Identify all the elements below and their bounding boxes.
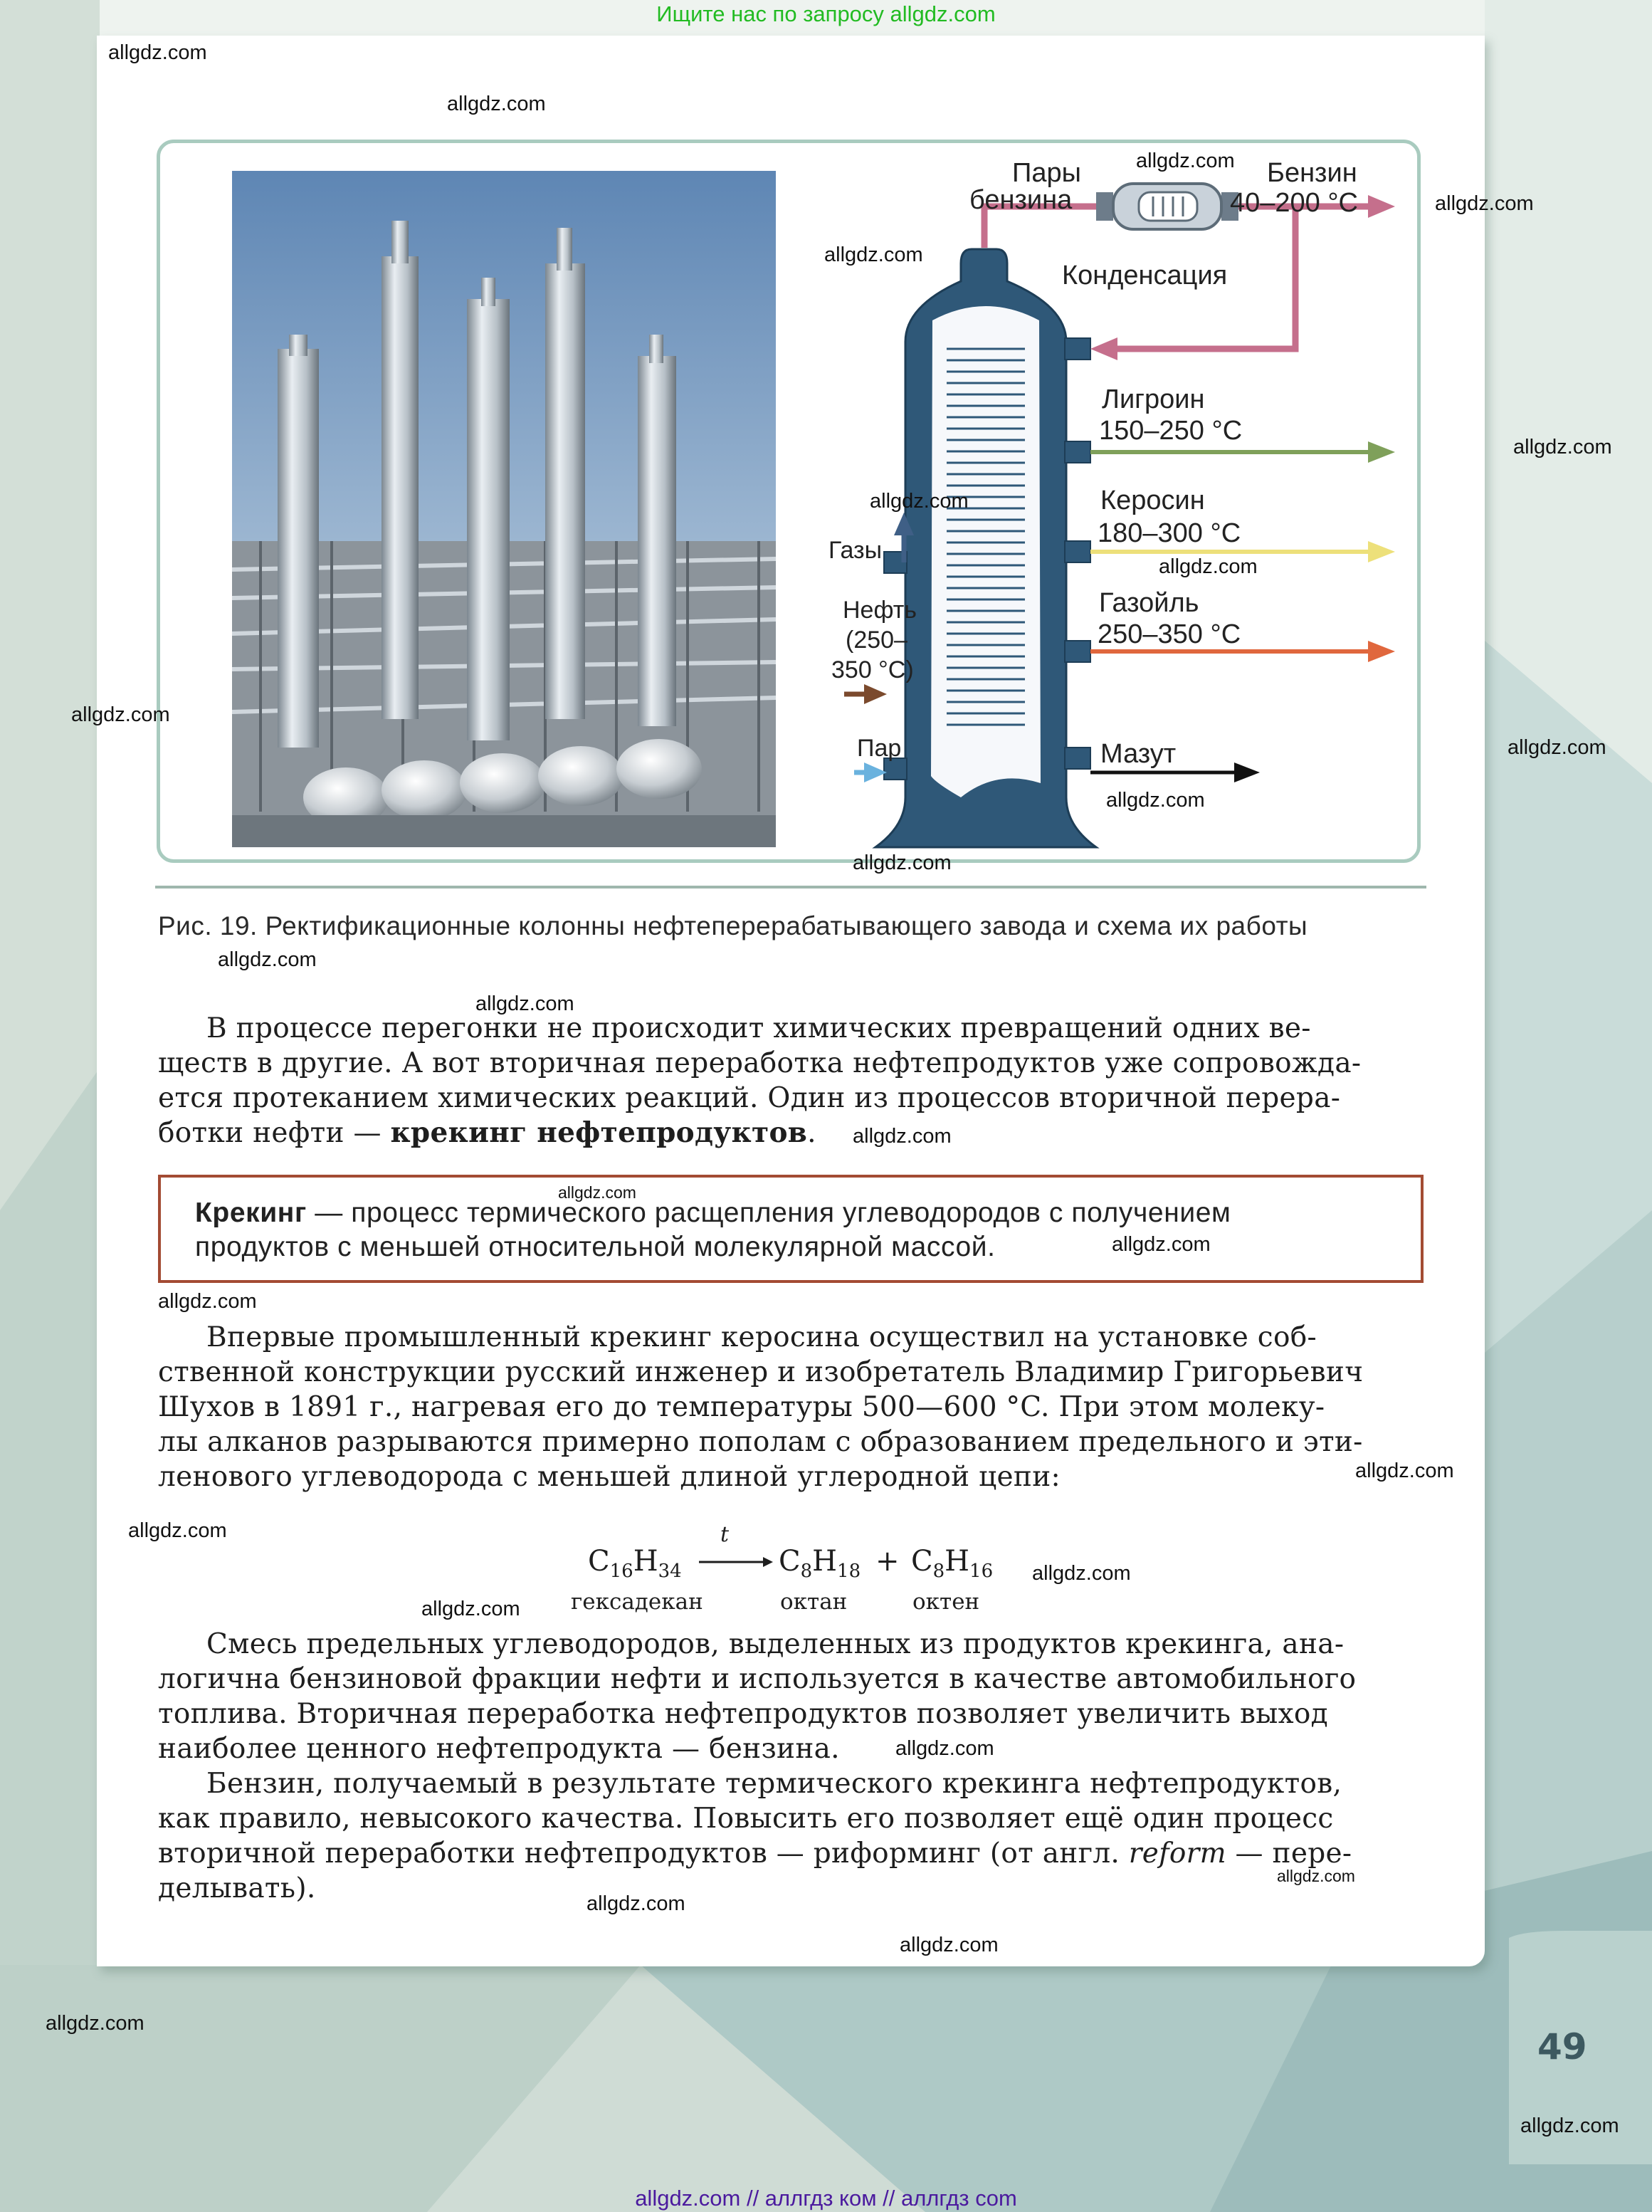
plus-sign: + (875, 1545, 900, 1578)
text-fragment: ботки нефти — (158, 1117, 391, 1149)
watermark: allgdz.com (586, 1892, 685, 1915)
element-symbol: H (812, 1545, 838, 1578)
paragraph-line: Смесь предельных углеводородов, выделенных из продуктов крекинга, ана- (206, 1628, 1345, 1660)
paragraph-line: ленового углеводорода с меньшей длиной углеродной цепи: (158, 1461, 1061, 1493)
paragraph-4 (158, 1766, 1424, 1906)
vapors-label-1: Пары (1012, 158, 1081, 188)
oil-input-arrow (844, 684, 887, 704)
bottom-banner[interactable]: allgdz.com // аллгдз ком // аллгдз com (635, 2186, 1017, 2211)
watermark: allgdz.com (853, 1125, 952, 1148)
paragraph-line: ственной конструкции русский инженер и изобретатель Владимир Григорьевич (158, 1356, 1364, 1388)
paragraph-line: Бензин, получаемый в результате термического крекинга нефтепродуктов, (206, 1768, 1342, 1800)
paragraph-line: Впервые промышленный крекинг керосина осуществил на установке соб- (206, 1321, 1317, 1353)
definition-line-1 (195, 1196, 1398, 1230)
gasoline-temp: 40–200 °C (1230, 188, 1358, 218)
watermark: allgdz.com (421, 1598, 520, 1620)
watermark: allgdz.com (824, 243, 923, 266)
paragraph-1 (158, 1011, 1424, 1150)
ligroin-temp: 150–250 °C (1099, 416, 1243, 446)
paragraph-line: ществ в другие. А вот вторичная переработка нефтепродуктов уже сопровожда- (158, 1047, 1362, 1079)
watermark: allgdz.com (71, 703, 170, 726)
watermark: allgdz.com (1520, 2114, 1619, 2137)
steam-label: Пар (857, 735, 902, 762)
page-number: 49 (1537, 2026, 1587, 2067)
subscript: 34 (658, 1561, 682, 1582)
ligroin-name: Лигроин (1102, 384, 1205, 414)
mazut-label: Мазут (1100, 739, 1177, 769)
watermark: allgdz.com (1355, 1459, 1454, 1482)
gasoil-name: Газойль (1099, 588, 1199, 618)
figure-caption: Рис. 19. Ректификационные колонны нефтеперерабатывающего завода и схема их работы (158, 911, 1308, 940)
name-hexadecane: гексадекан (571, 1589, 703, 1615)
paragraph-line: как правило, невысокого качества. Повысить его позволяет ещё один процесс (158, 1803, 1334, 1835)
watermark: allgdz.com (853, 851, 952, 874)
watermark: allgdz.com (475, 992, 574, 1015)
watermark: allgdz.com (1435, 192, 1534, 215)
subscript: 18 (837, 1561, 861, 1582)
oil-label-1: Нефть (843, 597, 917, 624)
gasoline-name: Бензин (1267, 158, 1357, 188)
paragraph-line: Шухов в 1891 г., нагревая его до температуры 500—600 °C. При этом молеку- (158, 1391, 1325, 1423)
element-symbol: H (633, 1545, 658, 1578)
paragraph-line: ется протеканием химических реакций. Один из процессов вторичной перера- (158, 1082, 1341, 1114)
element-symbol: C (588, 1545, 610, 1578)
gases-label: Газы (828, 537, 883, 564)
reaction-condition: t (720, 1522, 730, 1547)
english-word-italic: reform (1128, 1838, 1226, 1870)
definition-line-2: продуктов с меньшей относительной молекулярной массой. (195, 1232, 996, 1262)
gasoil-temp: 250–350 °C (1098, 619, 1241, 649)
text-fragment: вторичной переработки нефтепродуктов — риформинг (от англ. (158, 1838, 1129, 1870)
watermark: allgdz.com (108, 41, 207, 64)
definition-text (195, 1196, 1398, 1264)
vapors-label-2: бензина (969, 185, 1073, 215)
refinery-photo (232, 171, 776, 847)
paragraph-line: делывать). (158, 1872, 316, 1904)
equation-product-2 (911, 1545, 993, 1582)
watermark: allgdz.com (1136, 150, 1235, 172)
condensation-label: Конденсация (1062, 261, 1228, 290)
watermark: allgdz.com (558, 1183, 636, 1202)
watermark: allgdz.com (870, 490, 969, 513)
watermark: allgdz.com (1277, 1867, 1355, 1885)
watermark: allgdz.com (1112, 1233, 1211, 1256)
watermark: allgdz.com (1508, 736, 1606, 759)
watermark: allgdz.com (900, 1934, 999, 1956)
paragraph-line (158, 1836, 1424, 1871)
paragraph-line-last (158, 1116, 1424, 1150)
refinery-illustration (232, 171, 776, 847)
reaction-arrow (698, 1538, 776, 1573)
paragraph-2 (158, 1320, 1424, 1494)
element-symbol: H (945, 1545, 970, 1578)
equation-reactant (588, 1545, 682, 1582)
name-octane: октан (780, 1589, 848, 1615)
subscript: 16 (969, 1561, 994, 1582)
oil-label-3: 350 °C) (831, 656, 914, 683)
subscript: 8 (932, 1561, 945, 1582)
oil-label-2: (250– (846, 627, 907, 654)
watermark: allgdz.com (128, 1519, 227, 1542)
element-symbol: C (911, 1545, 933, 1578)
steam-input-arrow (854, 762, 887, 782)
watermark: allgdz.com (1106, 789, 1205, 812)
paragraph-line: логична бензиновой фракции нефти и используется в качестве автомобильного (158, 1663, 1357, 1695)
definition-fragment: — процесс термического расщепления углеводородов с получением (306, 1197, 1231, 1228)
paragraph-line: В процессе перегонки не происходит химических превращений одних ве- (206, 1012, 1311, 1044)
paragraph-3 (158, 1627, 1424, 1766)
text-fragment: . (807, 1117, 816, 1149)
watermark: allgdz.com (447, 93, 546, 115)
paragraph-line: топлива. Вторичная переработка нефтепродуктов позволяет увеличить выход (158, 1698, 1328, 1730)
kerosene-name: Керосин (1100, 486, 1205, 515)
watermark: allgdz.com (1513, 436, 1612, 458)
watermark: allgdz.com (46, 2012, 144, 2035)
watermark: allgdz.com (1032, 1562, 1131, 1585)
subscript: 16 (609, 1561, 633, 1582)
watermark: allgdz.com (158, 1290, 257, 1313)
watermark: allgdz.com (1159, 555, 1258, 578)
watermark: allgdz.com (895, 1737, 994, 1760)
definition-term: Крекинг (195, 1197, 307, 1228)
paragraph-line: наиболее ценного нефтепродукта — бензина. (158, 1733, 840, 1765)
condenser-icon (1096, 184, 1238, 229)
top-banner[interactable]: Ищите нас по запросу allgdz.com (656, 1, 996, 26)
caption-divider (155, 886, 1426, 889)
cracking-term-bold: крекинг нефтепродуктов (390, 1116, 808, 1149)
name-octene: октен (912, 1589, 980, 1615)
kerosene-temp: 180–300 °C (1098, 518, 1241, 548)
element-symbol: C (779, 1545, 801, 1578)
paragraph-line: лы алканов разрываются примерно пополам с образованием предельного и эти- (158, 1426, 1363, 1458)
text-fragment: — пере- (1226, 1838, 1352, 1870)
subscript: 8 (800, 1561, 813, 1582)
equation-product-1 (779, 1545, 861, 1582)
watermark: allgdz.com (218, 948, 317, 971)
